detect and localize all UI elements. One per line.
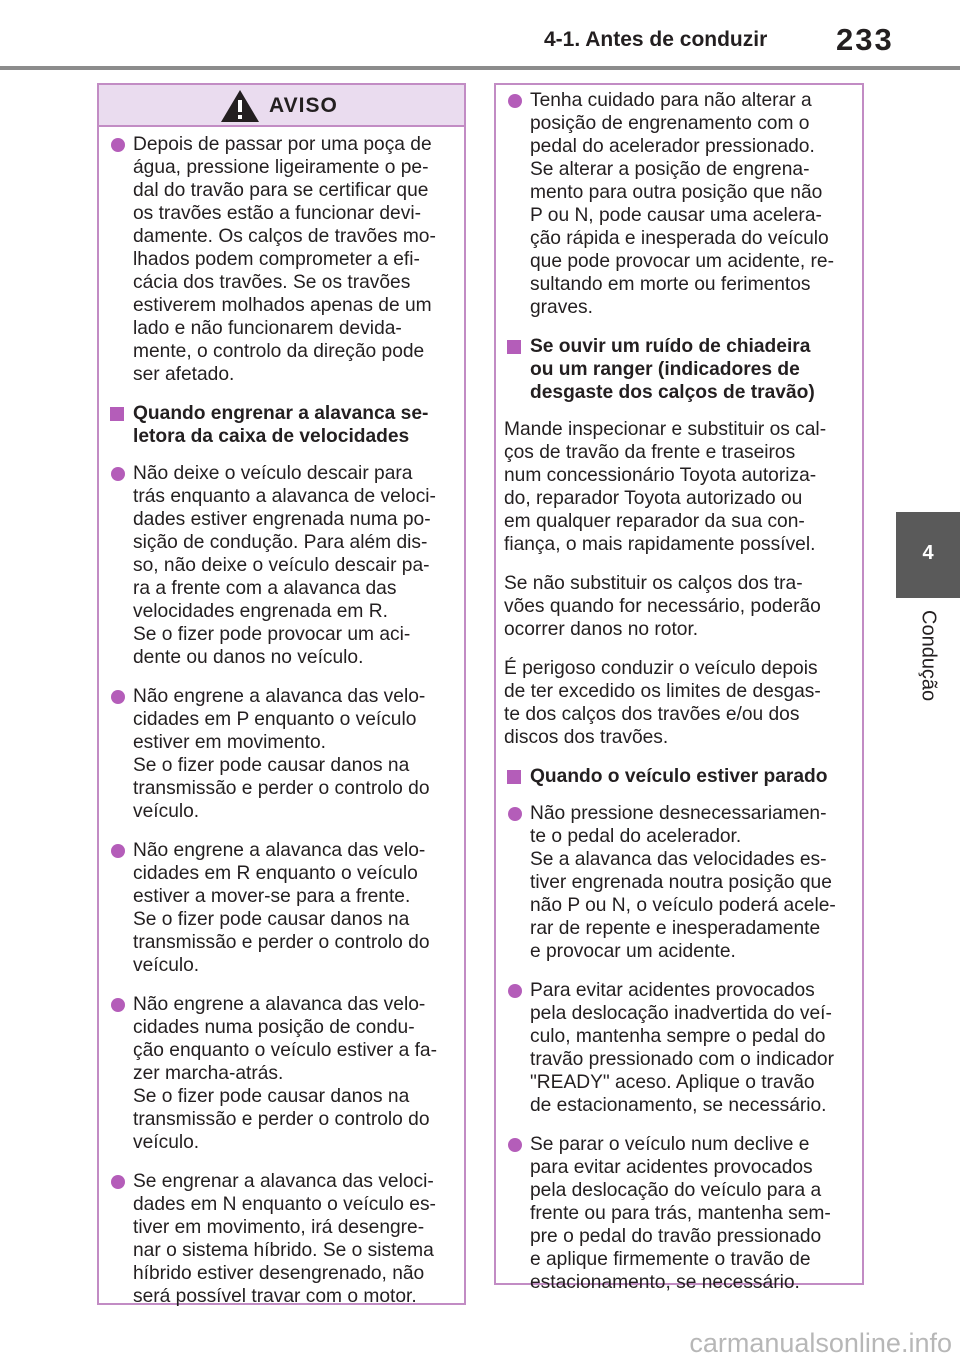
section-header: 4-1. Antes de conduzir: [544, 28, 768, 51]
bullet-dot-icon: [508, 807, 522, 821]
square-bullet-icon: [507, 770, 521, 784]
bullet-text: Não engrene a alavanca das velo- cidades numa posição de condu- ção enquanto o veículo estiver a fa- zer marcha-atrás. Se o fizer pode causar danos na transmissão e perder o controlo do veículo.: [133, 994, 437, 1153]
bullet-text: Não deixe o veículo descair para trás enquanto a alavanca de veloci- dades estiver engrenada numa po- sição de condução. Para além dis- so, não deixe o veículo descair pa- ra a frente com a alavanca das velocidades engrenada em R. Se o fizer pode provocar um aci- dente ou danos no veículo.: [133, 463, 436, 668]
bullet-item: [107, 839, 456, 977]
bullet-item: [504, 89, 854, 319]
bullet-dot-icon: [508, 94, 522, 108]
bullet-item: [107, 993, 456, 1154]
bullet-text: Não engrene a alavanca das velo- cidades em P enquanto o veículo estiver em movimento. Se o fizer pode causar danos na transmissão e perder o controlo do veículo.: [133, 686, 430, 822]
warning-content-right: [496, 89, 862, 1310]
bullet-text: Depois de passar por uma poça de água, pressione ligeiramente o pe- dal do travão para se certificar que os travões estão a funcionar devi- damente. Os calços de travões mo- lhados podem comprometer a efi- cácia dos travões. Se os travões estiverem molhados apenas de um lado e não funcionarem devida- mente, o controlo da direção pode ser afetado.: [133, 134, 436, 385]
warning-box-left: [97, 83, 466, 1305]
bullet-text: Se engrenar a alavanca das veloci- dades em N enquanto o veículo es- tiver em movimento, irá desengre- nar o sistema híbrido. Se o sistema híbrido estiver desengrenado, não será possível travar com o motor.: [133, 1171, 436, 1307]
bullet-text: Se parar o veículo num declive e para evitar acidentes provocados pela deslocação do veículo para a frente ou para trás, mantenha sem- pre o pedal do travão pressionado e aplique firmemente o travão de estacionamento, se necessário.: [530, 1134, 831, 1293]
subheading-text: Se ouvir um ruído de chiadeira ou um ranger (indicadores de desgaste dos calços de travão): [530, 336, 815, 403]
bullet-item: [107, 1170, 456, 1308]
bullet-dot-icon: [508, 1138, 522, 1152]
square-bullet-icon: [110, 407, 124, 421]
bullet-dot-icon: [111, 467, 125, 481]
square-bullet-icon: [507, 340, 521, 354]
bullet-item: [504, 1133, 854, 1294]
header-divider: [0, 66, 960, 70]
bullet-dot-icon: [111, 998, 125, 1012]
bullet-item: [107, 685, 456, 823]
watermark: carmanualsonline.info: [689, 1328, 952, 1358]
bullet-text: Não engrene a alavanca das velo- cidades em R enquanto o veículo estiver a mover-se para a frente. Se o fizer pode causar danos na transmissão e perder o controlo do veículo.: [133, 840, 430, 976]
chapter-label: Condução: [917, 610, 940, 702]
bullet-dot-icon: [111, 690, 125, 704]
bullet-dot-icon: [111, 1175, 125, 1189]
subheading: [107, 402, 456, 448]
subheading-text: Quando engrenar a alavanca se- letora da caixa de velocidades: [133, 403, 429, 447]
bullet-dot-icon: [111, 138, 125, 152]
warning-triangle-icon: [219, 88, 261, 124]
chapter-number: 4: [922, 542, 934, 564]
subheading: [504, 335, 854, 404]
bullet-text: Não pressione desnecessariamen- te o pedal do acelerador. Se a alavanca das velocidades es- tiver engrenada noutra posição que não P ou N, o veículo poderá acele- rar de repente e inesperadamente e provocar um acidente.: [530, 803, 836, 962]
bullet-item: [107, 133, 456, 386]
bullet-item: [107, 462, 456, 669]
bullet-text: Tenha cuidado para não alterar a posição de engrenamento com o pedal do acelerador pressionado. Se alterar a posição de engrena- mento para outra posição que não P ou N, pode causar uma acelera- ção rápida e inesperada do veículo que pode provocar um acidente, re- sultando em morte ou ferimentos graves.: [530, 90, 834, 318]
bullet-text: Para evitar acidentes provocados pela deslocação inadvertida do veí- culo, mantenha sempre o pedal do travão pressionado com o indicador "READY" aceso. Aplique o travão de estacionamento, se necessário.: [530, 980, 834, 1116]
warning-title: AVISO: [269, 94, 338, 117]
bullet-dot-icon: [508, 984, 522, 998]
chapter-tab: [896, 512, 960, 598]
warning-title-bar: [99, 85, 464, 127]
warning-content-left: [99, 133, 464, 1324]
subheading: [504, 765, 854, 788]
page-number: 233: [836, 22, 894, 57]
bullet-item: [504, 802, 854, 963]
bullet-item: [504, 979, 854, 1117]
bullet-dot-icon: [111, 844, 125, 858]
paragraph: É perigoso conduzir o veículo depois de ter excedido os limites de desgas- te dos calços dos travões e/ou dos discos dos travões.: [504, 658, 821, 748]
paragraph: Mande inspecionar e substituir os cal- ços de travão da frente e traseiros num concessionário Toyota autoriza- do, reparador Toyota autorizado ou em qualquer reparador da sua con- fiança, o mais rapidamente possível.: [504, 419, 827, 555]
subheading-text: Quando o veículo estiver parado: [530, 766, 828, 787]
warning-box-right: [494, 83, 864, 1293]
paragraph: Se não substituir os calços dos tra- vões quando for necessário, poderão ocorrer danos no rotor.: [504, 573, 821, 640]
